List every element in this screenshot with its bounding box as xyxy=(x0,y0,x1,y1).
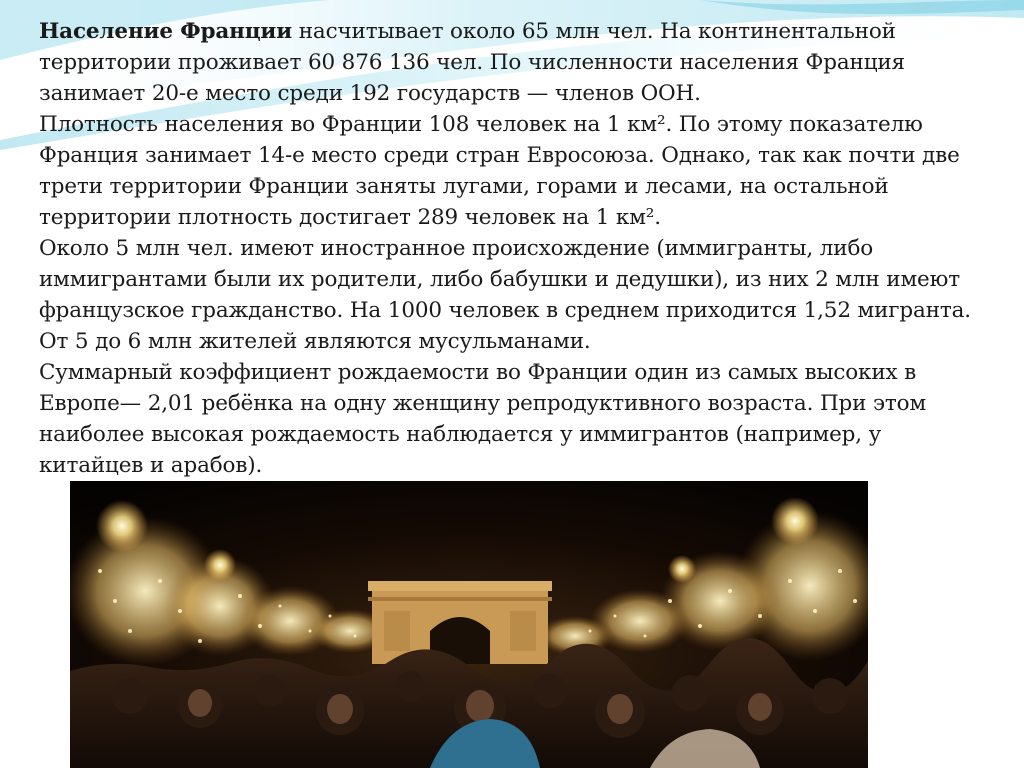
paragraph-birthrate xyxy=(39,357,989,481)
paragraph-population xyxy=(39,16,989,109)
photo-illustration xyxy=(70,481,868,768)
paragraph-text: Плотность населения во Франции 108 человек на 1 км². По этому показателю Франция занимает 14-е место среди стран Евросоюза. Однако, так как почти две трети территории Франции заняты лугами, горами и лесами, на остальной территории плотность достигает 289 человек на 1 км². xyxy=(39,112,960,230)
paragraph-text: насчитывает около 65 млн чел. На континентальной территории проживает 60 876 136 чел. По численности населения Франция занимает 20-е место среди 192 государств — членов ООН. xyxy=(39,19,905,106)
paragraph-immigrants xyxy=(39,233,989,357)
arc-icon xyxy=(368,581,552,664)
paragraph-density xyxy=(39,109,989,233)
slide-text xyxy=(39,16,989,481)
paragraph-text: Суммарный коэффициент рождаемости во Франции один из самых высоких в Европе— 2,01 ребёнка на одну женщину репродуктивного возраста. При этом наиболее высокая рождаемость наблюдается у иммигрантов (например, у китайцев и арабов). xyxy=(39,360,927,478)
paragraph-bold-lead: Население Франции xyxy=(39,19,293,44)
photo-arc-de-triomphe xyxy=(70,481,868,768)
paragraph-text: Около 5 млн чел. имеют иностранное происхождение (иммигранты, либо иммигрантами были их родители, либо бабушки и дедушки), из них 2 млн имеют французское гражданство. На 1000 человек в среднем приходится 1,52 мигранта. От 5 до 6 млн жителей являются мусульманами. xyxy=(39,236,971,354)
